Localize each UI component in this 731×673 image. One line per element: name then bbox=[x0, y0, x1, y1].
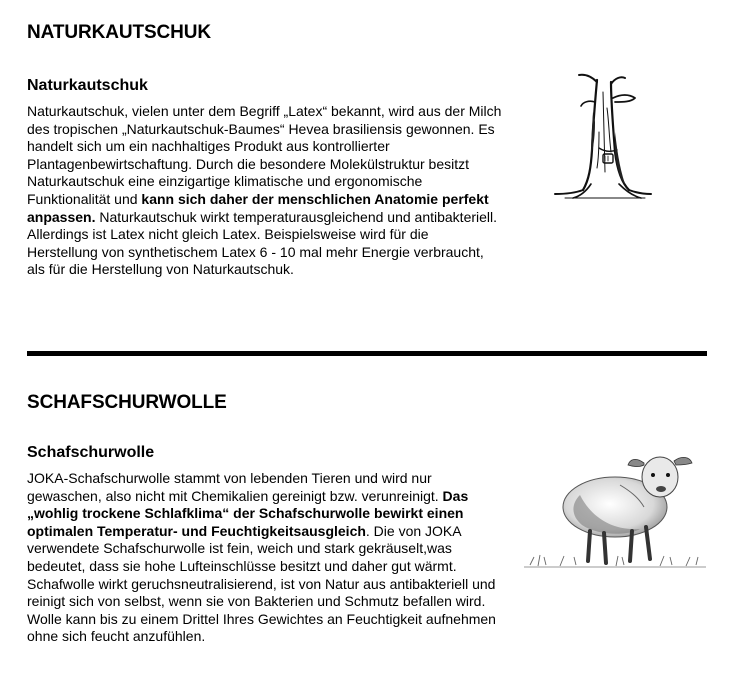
paragraph-schafschurwolle bbox=[27, 470, 505, 646]
lamb-illustration bbox=[520, 435, 710, 577]
section-schafschurwolle bbox=[27, 392, 707, 414]
bold-text-run: Das „wohlig trockene Schlafklima“ der Schafschurwolle bewirkt einen optimalen Temperatur- und Feuchtigkeitsausgleich bbox=[27, 487, 469, 539]
subsection-heading: Naturkautschuk bbox=[27, 77, 148, 94]
section-heading: NATURKAUTSCHUK bbox=[27, 22, 212, 43]
body-paragraph bbox=[27, 470, 505, 646]
text-run: Naturkautschuk, vielen unter dem Begriff „Latex“ bekannt, wird aus der Milch des tropischen „Naturkautschuk-Baumes“ Hevea brasiliensis gewonnen. Es handelt sich um ein nachhaltiges Produkt aus kontrollierter Plantagenbewirtschaftung. Durch die besondere Molekülstruktur besitzt Naturkautschuk eine einzigartige klimatische und ergonomische Funktionalität und bbox=[27, 103, 502, 207]
text-run: Naturkautschuk wirkt temperaturausgleichend und antibakteriell. Allerdings ist Latex nicht gleich Latex. Beispielsweise wird für die Herstellung von synthetischem Latex 6 - 10 mal mehr Energie verbraucht, als für die Herstellung von Naturkautschuk. bbox=[27, 208, 498, 278]
subsection-heading: Schafschurwolle bbox=[27, 444, 155, 461]
text-run: JOKA-Schafschurwolle stammt von lebenden Tieren und wird nur gewaschen, also nicht mit Chemikalien gereinigt bzw. verunreinigt. bbox=[27, 470, 443, 504]
paragraph-naturkautschuk bbox=[27, 103, 502, 279]
rubber-tree-illustration bbox=[545, 72, 655, 202]
text-run: . Die von JOKA verwendete Schafschurwolle ist fein, weich und stark gekräuselt,was bedeutet, dass sie hohe Lufteinschlüsse besitzt und daher gut wärmt. Schafwolle wirkt geruchsneutralisierend, ist von Natur aus antibakteriell und reinigt sich von selbst, wenn sie von Bakterien und Schmutz befallen wird. Wolle kann bis zu einem Drittel Ihres Gewichtes an Feuchtigkeit aufnehmen ohne sich feucht anzufühlen. bbox=[27, 522, 496, 645]
section-heading: SCHAFSCHURWOLLE bbox=[27, 392, 227, 413]
section-naturkautschuk bbox=[27, 22, 707, 44]
body-paragraph bbox=[27, 103, 502, 279]
bold-text-run: kann sich daher der menschlichen Anatomie perfekt anpassen. bbox=[27, 190, 489, 225]
section-divider bbox=[27, 351, 707, 356]
